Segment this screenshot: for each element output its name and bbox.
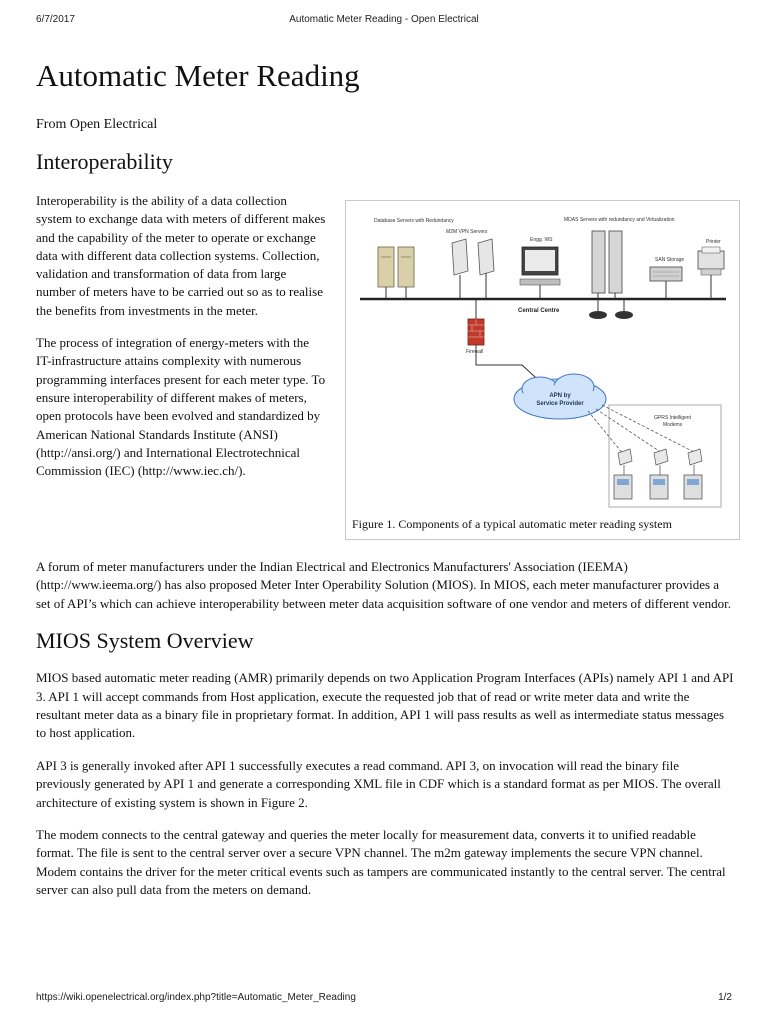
section-heading-mios-overview: MIOS System Overview <box>36 628 254 654</box>
engg-ws-label: Engg. WS <box>530 237 553 243</box>
paragraph: API 3 is generally invoked after API 1 successfully executes a read command. API 3, on invocation will read the binary file previously generated by API 1 and generate a corresponding XML file in CDF which is a standard format as per MIOS. The overall architecture of existing system is shown in Figure 2. <box>36 757 721 810</box>
firewall-label: Firewall <box>466 349 484 355</box>
print-page-title: Automatic Meter Reading - Open Electrical <box>289 14 479 25</box>
paragraph: The modem connects to the central gateway and queries the meter locally for measurement data, converts it to unified readable format. The file is sent to the central server over a secure VPN channel. The m2m gateway implements the secure VPN channel. Modem contains the driver for the meter critical events such as tampers are communicated instantly to the central server. The central server can also pull data from the meters on demand. <box>36 827 726 898</box>
m2m-vpn-label: M2M VPN Servers <box>446 229 488 235</box>
san-storage-icon <box>650 267 682 299</box>
print-footer <box>36 992 732 1006</box>
figure-1 <box>345 200 740 540</box>
gprs-label: GPRS Intelligent <box>654 415 691 421</box>
mios-section <box>36 669 736 899</box>
interoperability-text <box>36 192 326 494</box>
page-title: Automatic Meter Reading <box>36 58 360 93</box>
gprs-label: Modems <box>663 422 683 428</box>
section-heading-interoperability: Interoperability <box>36 149 173 174</box>
amr-system-diagram <box>352 207 733 509</box>
mdas-servers-label: MDAS Servers with redundancy and Virtualization <box>564 217 675 223</box>
paragraph: A forum of meter manufacturers under the Indian Electrical and Electronics Manufacturers' Association (IEEMA) (http://www.ieema.org/) has also proposed Meter Inter Operability Solution (MIOS). In MIOS, each meter manufacturer provides a set of API’s which can achieve interoperability between meter data acquisition software of one vendor and meters of different vendor. <box>36 559 732 611</box>
mdas-server-icon <box>592 231 622 299</box>
central-centre-label: Central Centre <box>518 308 560 314</box>
energy-meter-icon <box>614 465 702 499</box>
firewall-icon <box>468 319 484 345</box>
interoperability-block <box>36 192 736 558</box>
apn-label: Service Provider <box>536 401 584 407</box>
figure-caption: Figure 1. Components of a typical automatic meter reading system <box>352 517 672 531</box>
paragraph: The process of integration of energy-meters with the IT-infrastructure attains complexity with numerous programming interfaces present for each meter type. To ensure interoperability of different makes of meters, open protocols have been evolved and standardized by American National Standards Institute (ANSI) (http://ansi.org/) and International Electrotechnical Commission (IEC) (http://www.iec.ch/). <box>36 335 326 479</box>
apn-label: APN by <box>549 393 571 399</box>
workstation-icon <box>520 247 560 299</box>
print-date: 6/7/2017 <box>36 14 75 25</box>
database-server-icon <box>378 247 414 299</box>
printer-icon <box>698 247 724 299</box>
database-servers-label: Database Servers with Redundancy <box>374 218 454 224</box>
paragraph: MIOS based automatic meter reading (AMR) primarily depends on two Application Program Interfaces (APIs) namely API 1 and API 3. API 1 will accept commands from Host application, execute the requested job that of read or write meter data and write the resultant meter data as a binary file in proprietary format. In addition, API 1 will pass results as well as intermediate status messages to host application. <box>36 670 734 741</box>
print-header <box>36 14 732 28</box>
page-number: 1/2 <box>718 992 732 1003</box>
printer-label: Printer <box>706 239 721 245</box>
gprs-modem-icon <box>618 449 702 465</box>
router-icon <box>589 299 633 319</box>
paragraph: Interoperability is the ability of a data collection system to exchange data with meters of different makes and the capability of the meter to operate or exchange data with different data collection systems. Collection, validation and transformation of data from large number of meters have to be carried out so as to realise the benefits from investments in the meter. <box>36 193 326 318</box>
article <box>36 54 736 900</box>
san-storage-label: SAN Storage <box>655 257 685 263</box>
page-subtitle: From Open Electrical <box>36 117 158 132</box>
vpn-server-icon <box>452 239 494 299</box>
print-url: https://wiki.openelectrical.org/index.php?title=Automatic_Meter_Reading <box>36 992 356 1003</box>
